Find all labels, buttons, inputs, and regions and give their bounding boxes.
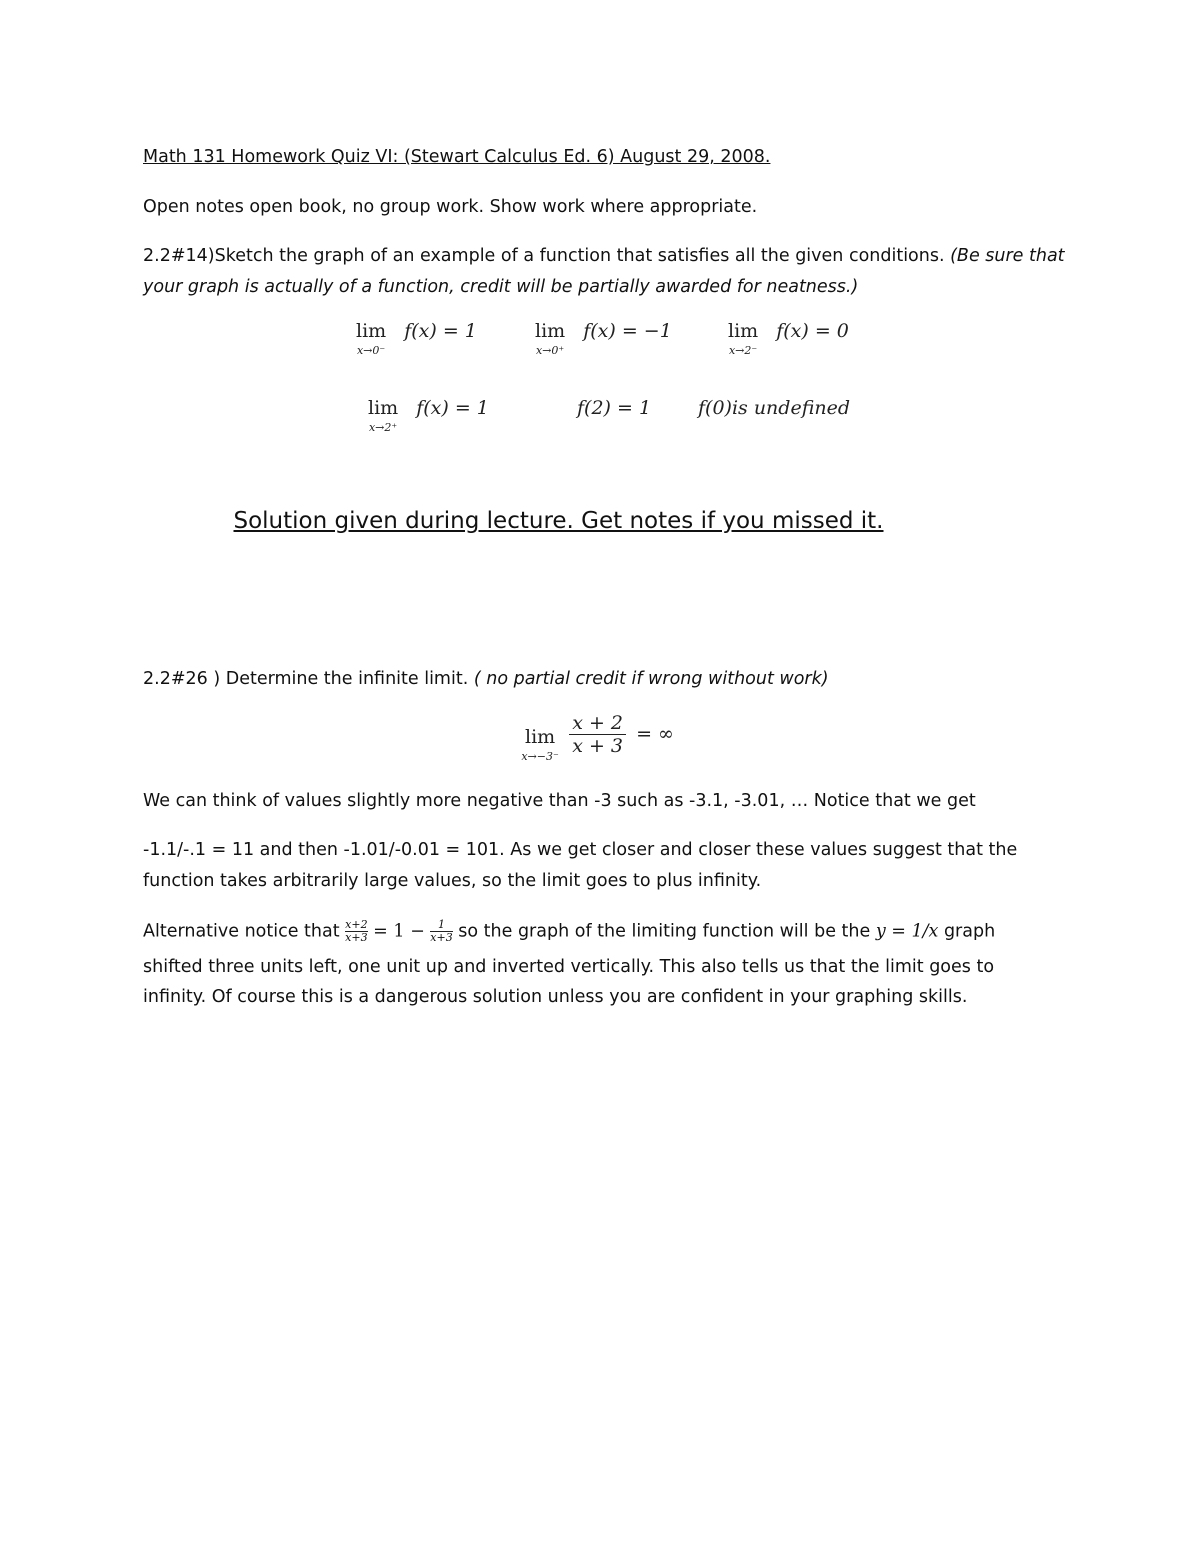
fraction-denominator: x+3 xyxy=(345,931,368,944)
fraction-denominator: x+3 xyxy=(430,931,453,944)
condition-1 xyxy=(356,320,477,357)
problem2-line1 xyxy=(143,668,829,690)
condition-2 xyxy=(535,320,672,357)
problem2-number: 2.2#26 ) xyxy=(143,669,221,689)
condition-expr: f(2) = 1 xyxy=(577,397,652,419)
fraction-numerator: x + 2 xyxy=(569,712,626,735)
condition-expr: f(x) = 1 xyxy=(416,397,489,419)
solution-note: Solution given during lecture. Get notes if you missed it. xyxy=(233,508,884,534)
eq-middle: = 1 − xyxy=(367,921,431,942)
lim-sub: x→2⁻ xyxy=(728,344,758,357)
problem1-italic-note: (Be sure that xyxy=(950,246,1065,266)
paragraph-3 xyxy=(143,919,995,944)
condition-3 xyxy=(728,320,849,357)
limit-rhs: = ∞ xyxy=(636,722,674,745)
paragraph-1: We can think of values slightly more negative than -3 such as -3.1, -3.01, … Notice that we get xyxy=(143,791,976,811)
lim-word: lim xyxy=(728,320,759,342)
condition-expr: f(x) = 0 xyxy=(776,320,849,342)
condition-expr: f(x) = 1 xyxy=(404,320,477,342)
fraction-numerator: 1 xyxy=(430,919,452,932)
para3-mid: so the graph of the limiting function will be the xyxy=(452,921,876,942)
limit-fraction xyxy=(569,712,626,757)
lim-sub: x→2⁺ xyxy=(368,421,398,434)
problem2-limit xyxy=(521,712,674,763)
para3-start: Alternative notice that xyxy=(143,921,346,942)
fraction-denominator: x + 3 xyxy=(572,735,624,757)
condition-5 xyxy=(577,397,651,419)
problem1-number: 2.2#14) xyxy=(143,246,215,266)
problem1-text: Sketch the graph of an example of a function that satisfies all the given conditions. xyxy=(214,246,951,266)
lim-word: lim xyxy=(368,397,399,419)
fraction-numerator: x+2 xyxy=(345,918,368,931)
paragraph-2-line1: -1.1/-.1 = 11 and then -1.01/-0.01 = 101. As we get closer and closer these values suggest that the xyxy=(143,840,1018,860)
paragraph-4-line1: shifted three units left, one unit up and inverted vertically. This also tells us that the limit goes to xyxy=(143,957,995,977)
para3-end: graph xyxy=(938,921,996,942)
inline-fraction-1 xyxy=(345,919,367,944)
problem2-text: Determine the infinite limit. xyxy=(220,669,474,689)
condition-6 xyxy=(698,397,850,419)
instructions: Open notes open book, no group work. Show work where appropriate. xyxy=(143,197,758,217)
problem1-line1 xyxy=(143,245,1065,267)
paragraph-2-line2: function takes arbitrarily large values, so the limit goes to plus infinity. xyxy=(143,871,762,891)
lim-word: lim xyxy=(535,320,566,342)
problem1-line2: your graph is actually of a function, credit will be partially awarded for neatness.) xyxy=(143,277,859,297)
para3-equation: y = 1/x xyxy=(875,921,939,942)
problem2-italic-note: ( no partial credit if wrong without work) xyxy=(473,669,829,689)
paragraph-4-line2: infinity. Of course this is a dangerous solution unless you are confident in your graphing skills. xyxy=(143,987,968,1007)
condition-expr: f(x) = −1 xyxy=(583,320,672,342)
condition-expr: f(0)is undefined xyxy=(698,397,851,419)
quiz-title: Math 131 Homework Quiz VI: (Stewart Calculus Ed. 6) August 29, 2008. xyxy=(143,147,771,167)
lim-sub: x→0⁺ xyxy=(535,344,565,357)
condition-4 xyxy=(368,397,489,434)
lim-sub: x→−3⁻ xyxy=(521,750,559,763)
lim-word: lim xyxy=(356,320,387,342)
inline-fraction-2 xyxy=(430,919,452,944)
lim-sub: x→0⁻ xyxy=(356,344,386,357)
lim-word: lim xyxy=(525,726,556,748)
